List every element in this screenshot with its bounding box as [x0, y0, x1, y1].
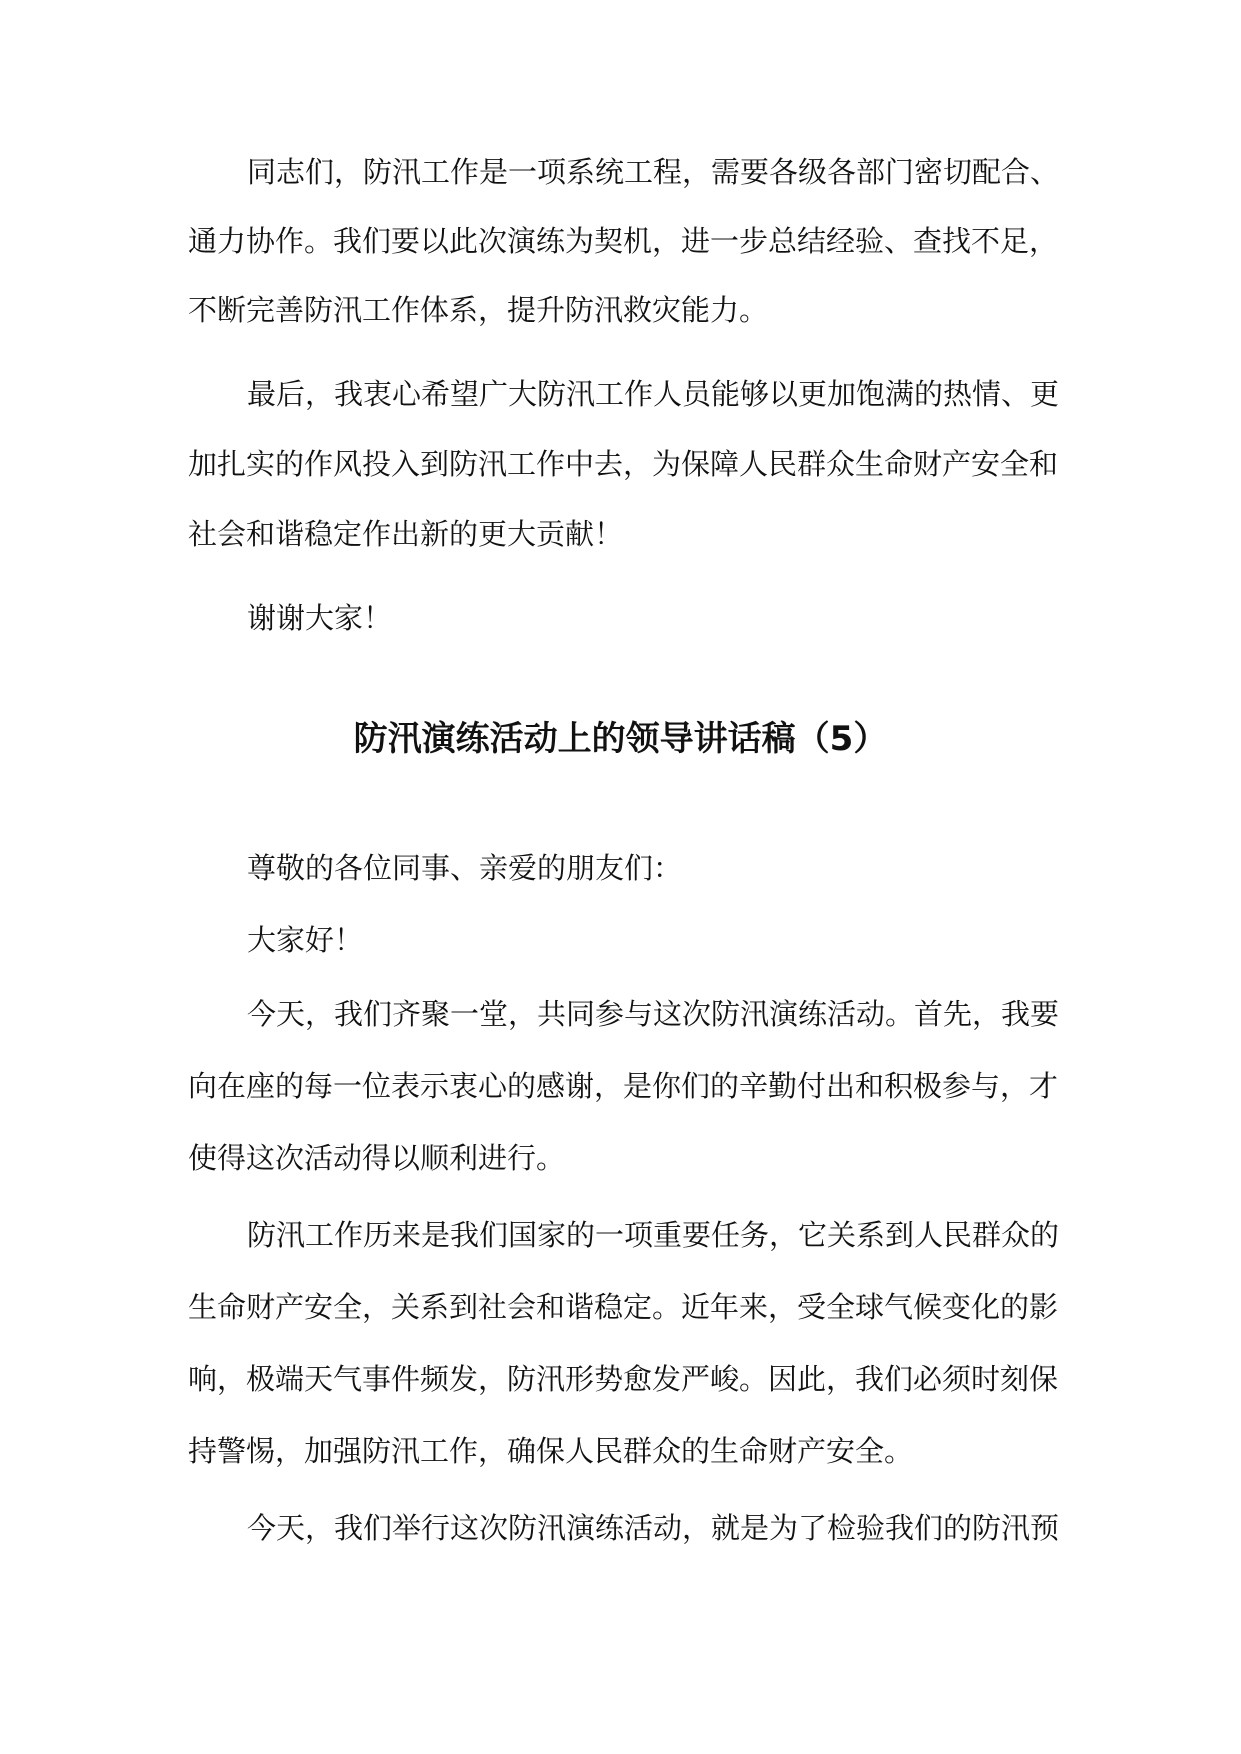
greeting: 大家好！	[247, 923, 364, 957]
paragraph-line: 通力协作。我们要以此次演练为契机，进一步总结经验、查找不足，	[188, 224, 1059, 258]
paragraph-line: 最后，我衷心希望广大防汛工作人员能够以更加饱满的热情、更	[247, 377, 1060, 411]
paragraph-line: 不断完善防汛工作体系，提升防汛救灾能力。	[188, 293, 769, 327]
paragraph-line: 响，极端天气事件频发，防汛形势愈发严峻。因此，我们必须时刻保	[188, 1362, 1059, 1396]
paragraph-line: 加扎实的作风投入到防汛工作中去，为保障人民群众生命财产安全和	[188, 447, 1059, 481]
salutation: 尊敬的各位同事、亲爱的朋友们：	[247, 851, 683, 885]
paragraph-line: 向在座的每一位表示衷心的感谢，是你们的辛勤付出和积极参与，才	[188, 1069, 1059, 1103]
paragraph-line: 持警惕，加强防汛工作，确保人民群众的生命财产安全。	[188, 1434, 914, 1468]
paragraph-line: 今天，我们举行这次防汛演练活动，就是为了检验我们的防汛预	[247, 1511, 1060, 1545]
paragraph-line: 社会和谐稳定作出新的更大贡献！	[188, 517, 624, 551]
paragraph-line: 谢谢大家！	[247, 601, 393, 635]
paragraph-line: 使得这次活动得以顺利进行。	[188, 1141, 566, 1175]
paragraph-line: 防汛工作历来是我们国家的一项重要任务，它关系到人民群众的	[247, 1218, 1060, 1252]
paragraph-line: 今天，我们齐聚一堂，共同参与这次防汛演练活动。首先，我要	[247, 997, 1060, 1031]
paragraph-line: 同志们，防汛工作是一项系统工程，需要各级各部门密切配合、	[247, 155, 1060, 189]
paragraph-line: 生命财产安全，关系到社会和谐稳定。近年来，受全球气候变化的影	[188, 1290, 1059, 1324]
section-title: 防汛演练活动上的领导讲话稿（5）	[353, 719, 888, 759]
